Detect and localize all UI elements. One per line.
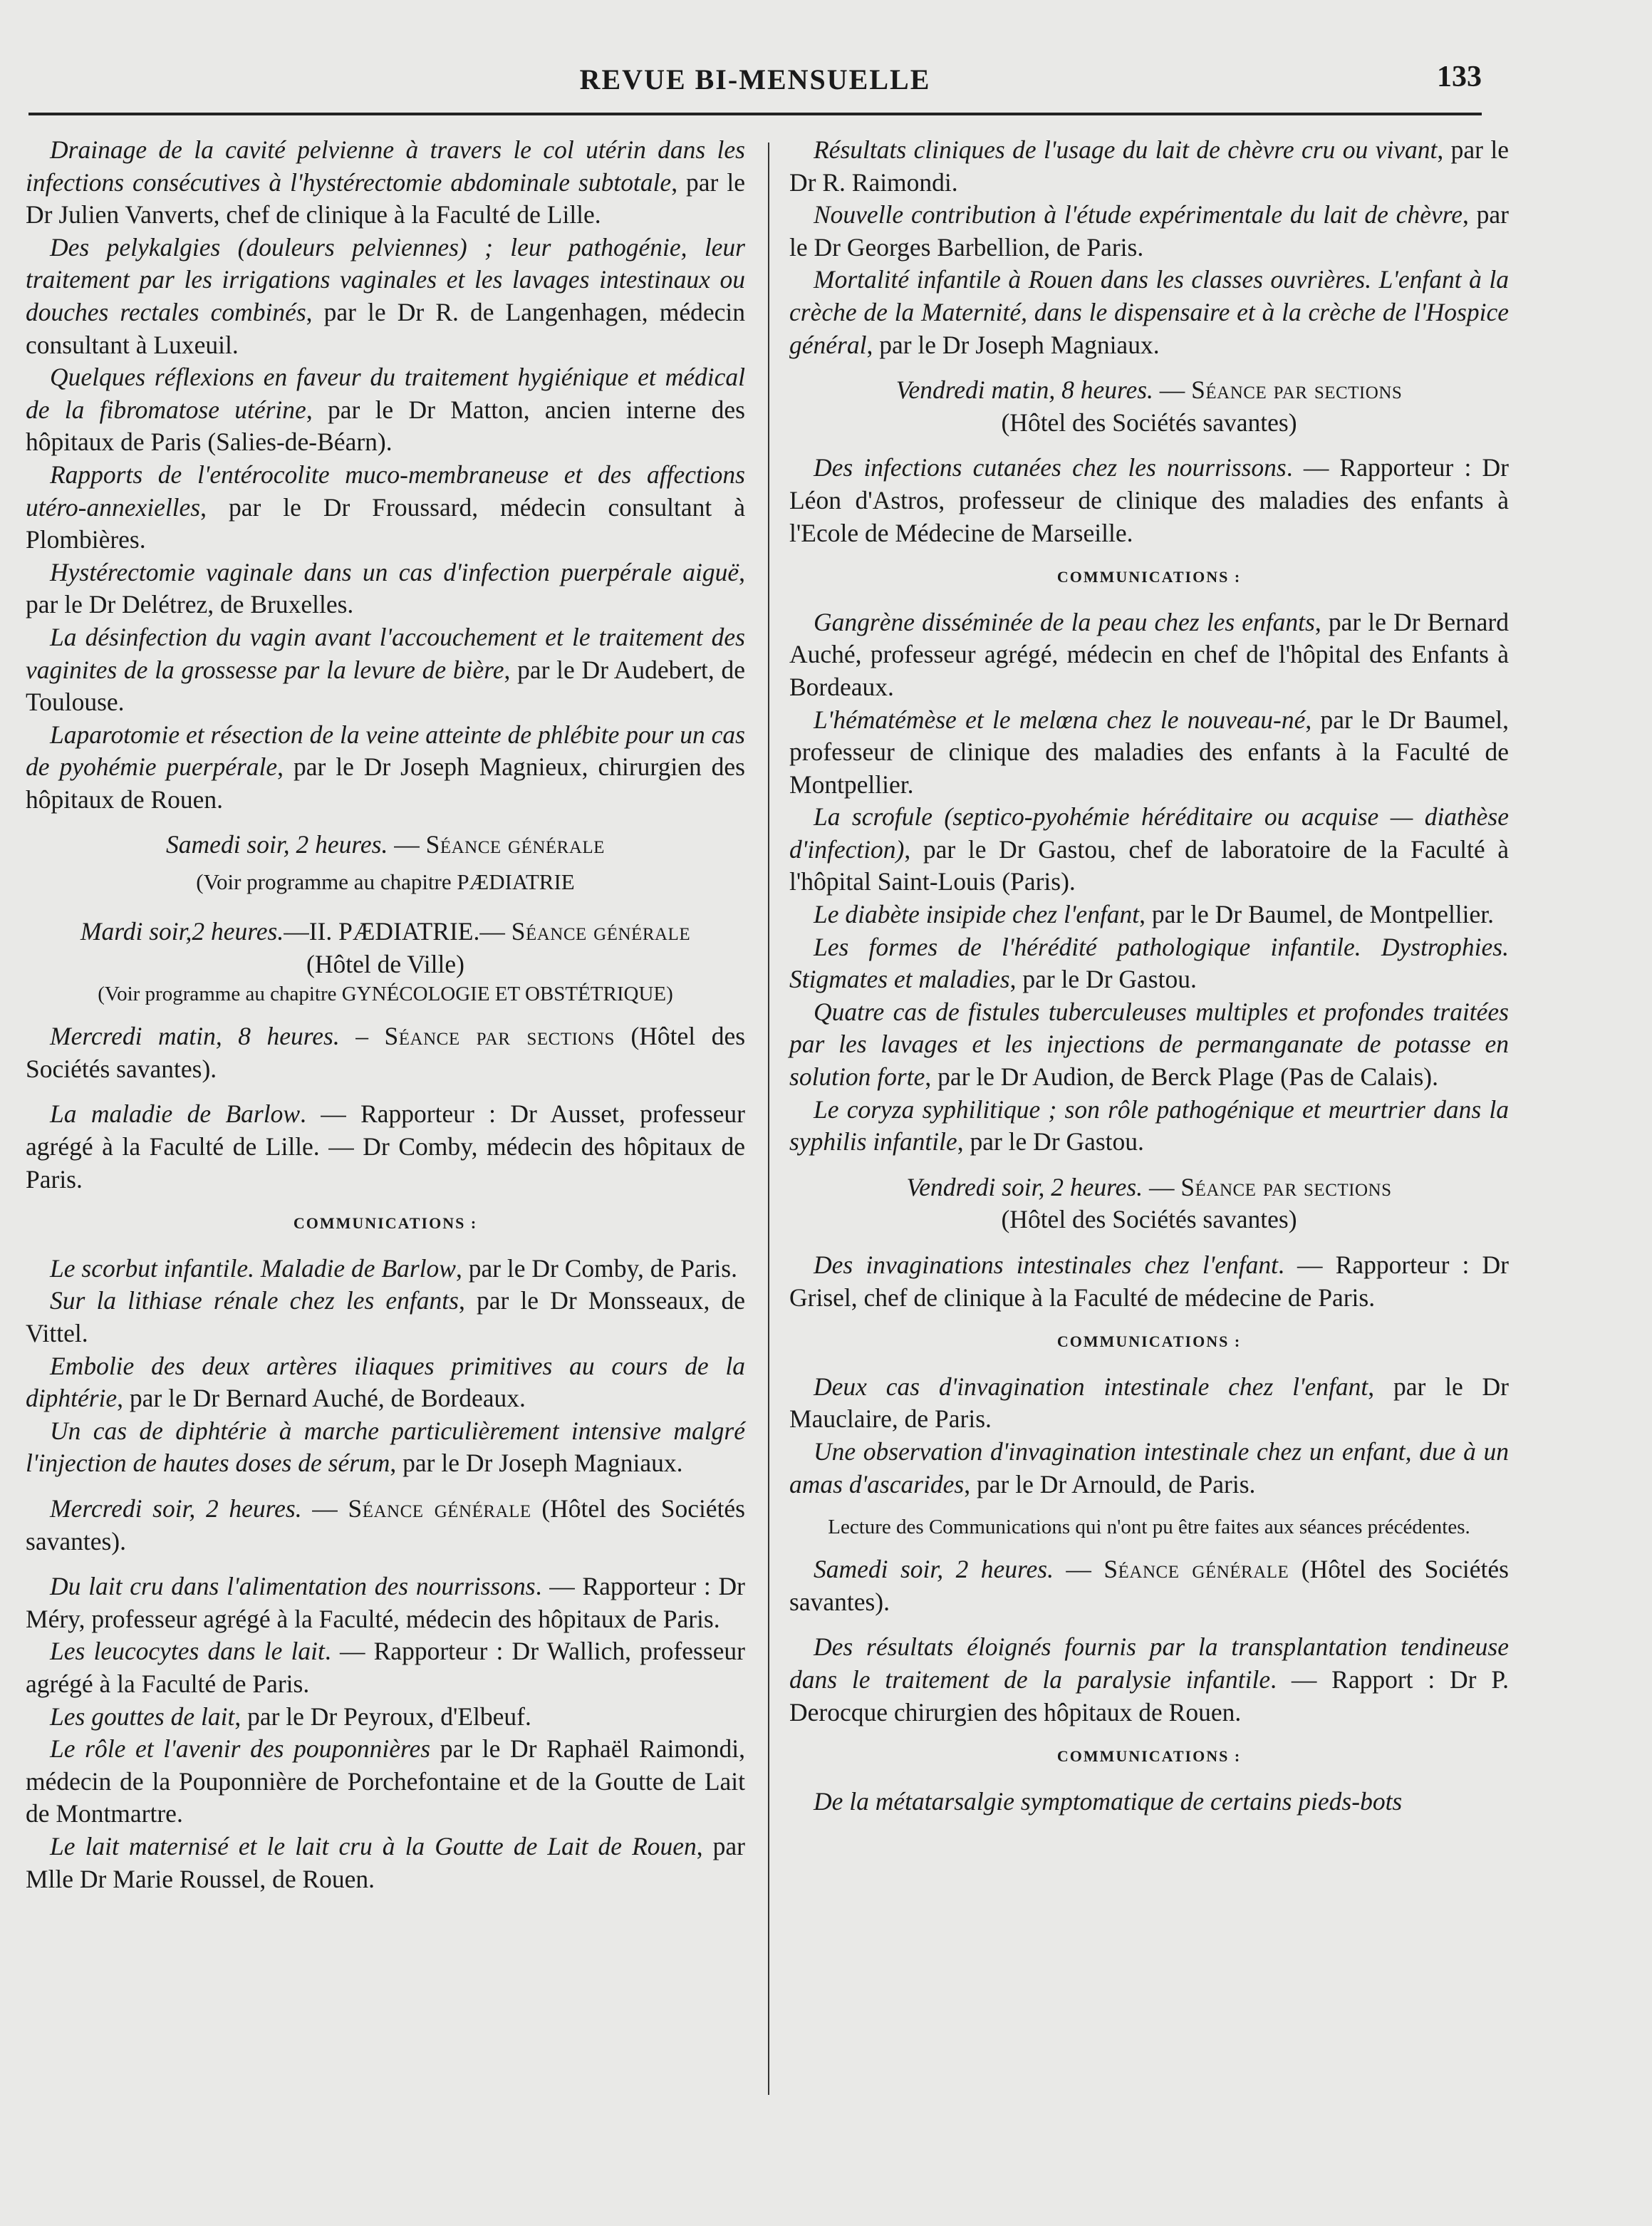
session-note: (Voir programme au chapitre PÆDIATRIE xyxy=(196,869,575,895)
entry-author: , par le Dr Bernard Auché, de Bordeaux. xyxy=(117,1384,526,1413)
entry-author: , par le Dr Peyroux, d'Elbeuf. xyxy=(234,1702,531,1731)
communications-label: COMMUNICATIONS : xyxy=(1056,1332,1242,1351)
report-entry: Des infections cutanées chez les nourrissons. — Rapporteur : Dr Léon d'Astros, professeur de clinique des maladies des enfants à l'Ecole de Médecine de Marseille. xyxy=(789,453,1509,547)
entry-title: Les formes de l'hérédité pathologique infantile. Dystrophies. Stigmates et maladies xyxy=(789,932,1509,994)
entry-title: Laparotomie et résection de la veine atteinte de phlébite pour un cas de pyohémie puerpérale xyxy=(26,720,745,782)
session-place: (Hôtel des Sociétés savantes) xyxy=(1001,408,1297,437)
running-header xyxy=(28,50,1482,100)
journal-title: REVUE BI-MENSUELLE xyxy=(579,63,931,95)
entry-title: Des pelykalgies (douleurs pelviennes) ; leur pathogénie, leur traitement par les irrigations vaginales et les lavages intestinaux ou douches rectales combinés xyxy=(26,232,745,326)
session-heading: Samedi soir, 2 heures. — Séance générale xyxy=(166,830,605,859)
bibliography-entry xyxy=(26,556,745,621)
entry-title: La scrofule (septico-pyohémie héréditaire ou acquise — diathèse d'infection) xyxy=(789,802,1509,864)
entry-title: Le scorbut infantile. Maladie de Barlow xyxy=(50,1253,456,1283)
bibliography-entry xyxy=(26,1285,745,1350)
session-place: (Hôtel des Sociétés savantes) xyxy=(1001,1205,1297,1234)
entry-title: Quatre cas de fistules tuberculeuses multiples et profondes traitées par les lavages et les injections de permanganate de potasse en solution forte xyxy=(789,997,1509,1092)
entry-author: , par le Dr Delétrez, de Bruxelles. xyxy=(26,557,745,619)
entry-title: Drainage de la cavité pelvienne à travers le col utérin dans les infections consécutives à l'hystérectomie abdominale subtotale xyxy=(26,135,745,197)
report-entry: Des invaginations intestinales chez l'enfant. — Rapporteur : Dr Grisel, chef de clinique à la Faculté de médecine de Paris. xyxy=(789,1251,1509,1312)
entry-title: Le rôle et l'avenir des pouponnières xyxy=(50,1734,431,1764)
communications-label: COMMUNICATIONS : xyxy=(1056,1747,1242,1766)
bibliography-entry xyxy=(789,199,1509,264)
entry-title: Résultats cliniques de l'usage du lait de chèvre cru ou vivant xyxy=(814,135,1438,164)
entry-author: , par le Dr Mauclaire, de Paris. xyxy=(789,1372,1509,1434)
bibliography-entry xyxy=(789,134,1509,199)
bibliography-entry xyxy=(26,459,745,556)
entry-title: Mortalité infantile à Rouen dans les classes ouvrières. L'enfant à la crèche de la Maternité, dans le dispensaire et à la crèche de l'Hospice général xyxy=(789,265,1509,359)
entry-title: Deux cas d'invagination intestinale chez l'enfant xyxy=(814,1372,1368,1401)
entry-title: Quelques réflexions en faveur du traitement hygiénique et médical de la fibromatose utérine xyxy=(26,363,745,424)
bibliography-entry xyxy=(26,1831,745,1895)
communication-entry: De la métatarsalgie symptomatique de certains pieds-bots xyxy=(814,1786,1403,1816)
communications-label: COMMUNICATIONS : xyxy=(293,1214,478,1233)
left-reports-2 xyxy=(26,1570,745,1895)
right-communications-2 xyxy=(789,1371,1509,1501)
entry-author: , par le Dr R. de Langenhagen, médecin consultant à Luxeuil. xyxy=(26,297,745,359)
entry-author: , par le Dr Gastou. xyxy=(1009,965,1197,994)
bibliography-entry xyxy=(26,232,745,361)
session-heading: Samedi soir, 2 heures. — Séance générale (Hôtel des Sociétés savantes). xyxy=(789,1555,1509,1616)
left-entries xyxy=(26,134,745,816)
entry-author: , par Mlle Dr Marie Roussel, de Rouen. xyxy=(26,1831,745,1893)
right-entries-1 xyxy=(789,134,1509,361)
entry-title: Embolie des deux artères iliaques primitives au cours de la diphtérie xyxy=(26,1351,745,1413)
lecture-note: Lecture des Communications qui n'ont pu être faites aux séances précédentes. xyxy=(828,1516,1470,1539)
entry-title: Rapports de l'entérocolite muco-membraneuse et des affections utéro-annexielles xyxy=(26,460,745,522)
bibliography-entry xyxy=(789,996,1509,1094)
entry-title: Du lait cru dans l'alimentation des nourrissons xyxy=(50,1572,536,1601)
right-column xyxy=(789,134,1509,1818)
communications-label: COMMUNICATIONS : xyxy=(1056,568,1242,586)
page-number: 133 xyxy=(1437,61,1482,93)
entry-title: La désinfection du vagin avant l'accouchement et le traitement des vaginites de la grossesse par la levure de bière xyxy=(26,622,745,684)
session-heading: Mercredi soir, 2 heures. — Séance générale (Hôtel des Sociétés savantes). xyxy=(26,1494,745,1555)
column-divider xyxy=(768,143,769,2095)
bibliography-entry xyxy=(26,1253,745,1285)
entry-title: Nouvelle contribution à l'étude expérimentale du lait de chèvre xyxy=(814,200,1463,229)
entry-author: , par le Dr Bernard Auché, professeur agrégé, médecin en chef de l'hôpital des Enfants à Bordeaux. xyxy=(789,607,1509,701)
entry-author: , par le Dr Arnould, de Paris. xyxy=(964,1469,1256,1498)
bibliography-entry xyxy=(26,1635,745,1700)
entry-author: , par le Dr Joseph Magniaux. xyxy=(390,1449,683,1478)
entry-title: Une observation d'invagination intestinale chez un enfant, due à un amas d'ascarides xyxy=(789,1436,1509,1498)
bibliography-entry xyxy=(26,134,745,232)
entry-author: , par le Dr Baumel, professeur de clinique des maladies des enfants à la Faculté de Montpellier. xyxy=(789,705,1510,799)
entry-title: Le coryza syphilitique ; son rôle pathogénique et meurtrier dans la syphilis infantile xyxy=(789,1094,1509,1156)
header-rule xyxy=(28,113,1482,115)
bibliography-entry xyxy=(789,1436,1509,1501)
entry-author: , par le Dr Comby, de Paris. xyxy=(455,1253,737,1283)
report-entry: Des résultats éloignés fournis par la transplantation tendineuse dans le traitement de la paralysie infantile. — Rapport : Dr P. Derocque chirurgien des hôpitaux de Rouen. xyxy=(789,1632,1510,1727)
session-heading: Vendredi soir, 2 heures. — Séance par sections xyxy=(906,1172,1392,1201)
entry-author: , par le Dr Baumel, de Montpellier. xyxy=(1139,900,1495,929)
entry-author: , par le Dr Joseph Magnieux, chirurgien des hôpitaux de Rouen. xyxy=(26,752,745,814)
bibliography-entry xyxy=(789,606,1509,704)
entry-title: Le lait maternisé et le lait cru à la Goutte de Lait de Rouen xyxy=(50,1831,697,1860)
entry-author: , par le Dr Georges Barbellion, de Paris. xyxy=(789,200,1509,262)
bibliography-entry xyxy=(789,1094,1509,1159)
bibliography-entry xyxy=(26,1701,745,1734)
entry-author: , par le Dr Julien Vanverts, chef de clinique à la Faculté de Lille. xyxy=(26,167,745,229)
entry-title: Le diabète insipide chez l'enfant xyxy=(814,900,1140,929)
bibliography-entry xyxy=(26,621,745,719)
entry-title: Les gouttes de lait xyxy=(50,1702,235,1731)
report-entry: La maladie de Barlow. — Rapporteur : Dr Ausset, professeur agrégé à la Faculté de Lille. — Dr Comby, médecin des hôpitaux de Paris. xyxy=(26,1099,745,1194)
bibliography-entry xyxy=(26,1733,745,1831)
bibliography-entry xyxy=(26,719,745,817)
bibliography-entry xyxy=(789,264,1509,361)
bibliography-entry xyxy=(789,704,1509,802)
entry-author: , par le Dr Audebert, de Toulouse. xyxy=(26,655,746,717)
section-note: (Voir programme au chapitre GYNÉCOLOGIE ET OBSTÉTRIQUE) xyxy=(98,983,673,1006)
entry-author: , par le Dr Joseph Magniaux. xyxy=(866,330,1160,359)
entry-author: , par le Dr Monsseaux, de Vittel. xyxy=(26,1286,745,1347)
bibliography-entry xyxy=(789,801,1509,899)
entry-title: Un cas de diphtérie à marche particulièrement intensive malgré l'injection de hautes doses de sérum xyxy=(26,1416,745,1478)
entry-author: , par le Dr Froussard, médecin consultant à Plombières. xyxy=(26,492,745,554)
entry-author: , par le Dr R. Raimondi. xyxy=(789,135,1509,197)
bibliography-entry xyxy=(789,931,1509,996)
bibliography-entry xyxy=(789,899,1509,931)
left-column xyxy=(26,134,745,1895)
bibliography-entry xyxy=(26,1350,745,1415)
entry-title: L'hématémèse et le melœna chez le nouveau-né xyxy=(814,705,1306,734)
entry-author: , par le Dr Audion, de Berck Plage (Pas de Calais). xyxy=(925,1062,1438,1092)
section-heading: Mardi soir,2 heures.—II. PÆDIATRIE.— Séance générale xyxy=(80,917,691,946)
bibliography-entry xyxy=(789,1371,1509,1436)
entry-title: Hystérectomie vaginale dans un cas d'infection puerpérale aiguë xyxy=(50,557,739,586)
entry-author: , par le Dr Matton, ancien interne des hôpitaux de Paris (Salies-de-Béarn). xyxy=(26,395,745,457)
bibliography-entry xyxy=(26,1415,745,1480)
entry-author: par le Dr Raphaël Raimondi, médecin de la Pouponnière de Porchefontaine et de la Goutte de Lait de Montmartre. xyxy=(26,1734,745,1828)
entry-author: , par le Dr Gastou. xyxy=(957,1127,1144,1156)
session-heading: Mercredi matin, 8 heures. – Séance par sections (Hôtel des Sociétés savantes). xyxy=(26,1022,746,1083)
entry-title: Sur la lithiase rénale chez les enfants xyxy=(50,1286,459,1315)
bibliography-entry xyxy=(26,1570,745,1635)
entry-title: Les leucocytes dans le lait xyxy=(50,1637,325,1666)
session-heading: Vendredi matin, 8 heures. — Séance par sections xyxy=(895,376,1403,405)
entry-author: . — Rapporteur : Dr Wallich, professeur agrégé à la Faculté de Paris. xyxy=(26,1637,745,1698)
entry-author: , par le Dr Gastou, chef de laboratoire de la Faculté à l'hôpital Saint-Louis (Paris). xyxy=(789,834,1509,896)
right-communications-1 xyxy=(789,606,1509,1159)
entry-author: . — Rapporteur : Dr Méry, professeur agrégé à la Faculté, médecin des hôpitaux de Paris. xyxy=(26,1572,745,1633)
left-communications-1 xyxy=(26,1253,745,1480)
section-place: (Hôtel de Ville) xyxy=(306,949,464,978)
bibliography-entry xyxy=(26,361,745,459)
entry-title: Gangrène disséminée de la peau chez les enfants xyxy=(814,607,1315,636)
